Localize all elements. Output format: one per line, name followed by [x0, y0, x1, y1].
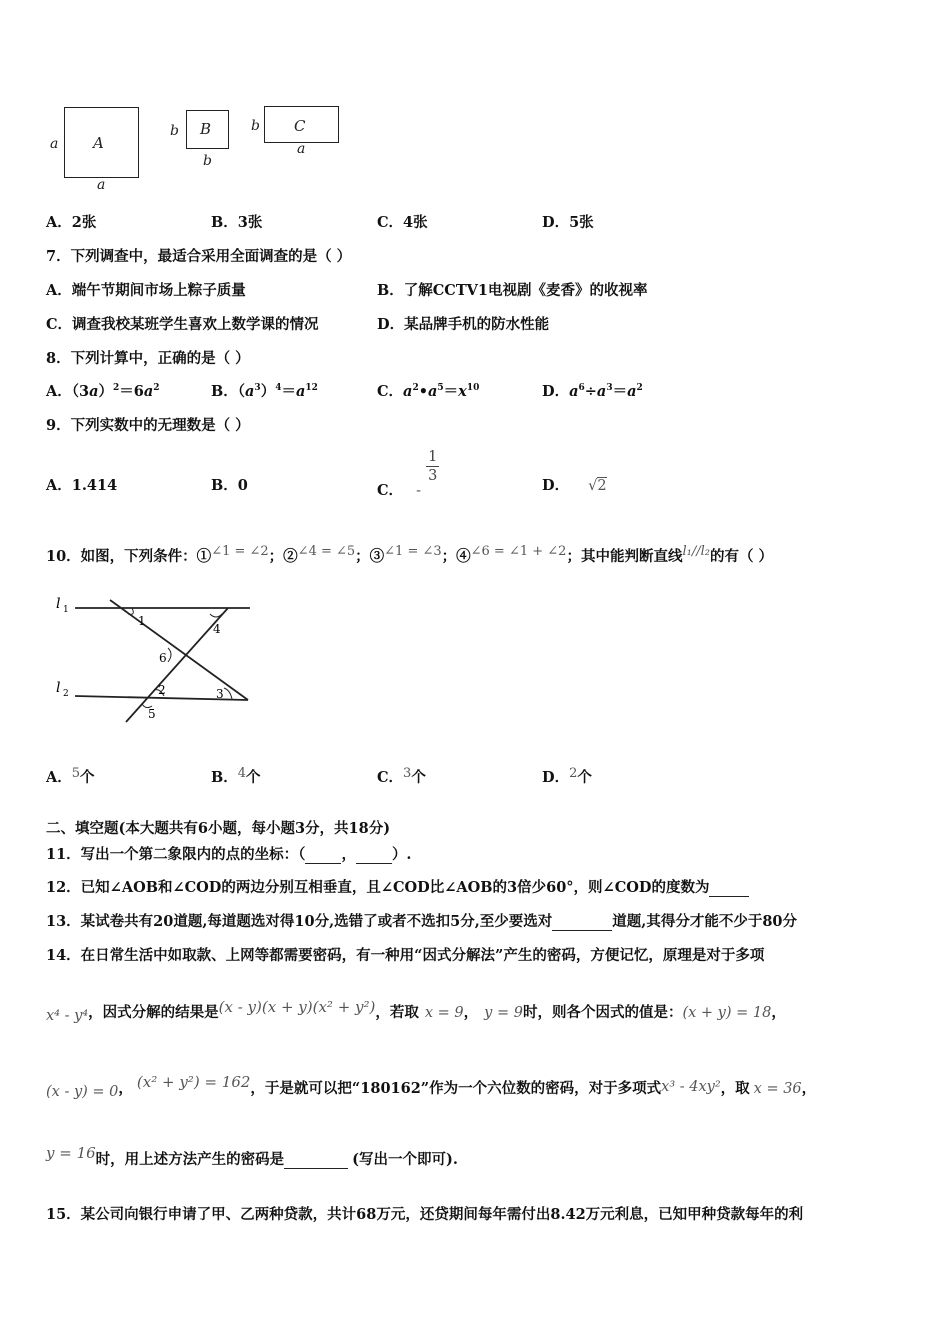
square-a-label: A	[93, 134, 104, 152]
label-angle-4: 4	[213, 622, 221, 636]
arc-angle-3	[224, 688, 232, 699]
q10-condition-4: ∠6 = ∠1 + ∠2	[470, 544, 567, 559]
q10-condition-2: ∠4 = ∠5	[297, 544, 356, 559]
q14-comma: ，	[463, 1004, 479, 1021]
q10-mid: ；其中能判断直线	[566, 548, 683, 565]
q10-option-d[interactable]	[542, 766, 592, 787]
q13-end: 道题,其得分才能不少于80分	[612, 913, 797, 930]
q15: 15．某公司向银行申请了甲、乙两种贷款，共计68万元，还贷期间每年需付出8.42万元利息，已知甲种贷款每年的利	[46, 1206, 804, 1223]
q8-d-prefix: D．	[542, 383, 570, 400]
q10-option-a[interactable]	[46, 766, 95, 787]
q10-sep-3: ；④	[441, 548, 471, 565]
q14-comma3: ，	[118, 1080, 133, 1097]
label-l2-sub: 2	[63, 689, 69, 699]
q8-b-prefix: B．	[211, 383, 238, 400]
rect-c-bottom-label: a	[297, 141, 306, 157]
q10-a-unit: 个	[80, 769, 95, 786]
q14-y16: y = 16	[46, 1144, 96, 1162]
sqrt-symbol-icon: √	[588, 478, 598, 494]
q10-b-unit: 个	[246, 769, 261, 786]
q7-option-d[interactable]: D．某品牌手机的防水性能	[377, 316, 550, 333]
q10-stem	[46, 545, 773, 566]
q14-t3: 时，则各个因式的值是：	[522, 1004, 683, 1021]
q14-t5: ，取	[720, 1080, 750, 1097]
q11-blank-x[interactable]	[305, 846, 341, 864]
q10-c-num: 3	[403, 766, 412, 781]
q10-condition-1: ∠1 = ∠2	[211, 544, 269, 559]
q14-y9: y = 9	[484, 1005, 523, 1021]
q10-stem-start: 10．如图，下列条件：①	[46, 548, 212, 565]
q9-c-prefix: C．	[377, 481, 404, 499]
square-b-label: B	[200, 120, 212, 138]
q10-option-b[interactable]	[211, 766, 261, 787]
q8-option-a[interactable]: A．$(3a)^2=6a^2$	[46, 383, 160, 400]
q14-comma4: ，	[801, 1080, 817, 1097]
q9-option-b[interactable]: B．0	[211, 477, 248, 494]
q9-d-radicand: 2	[597, 478, 607, 494]
q9-c-numerator: 1	[428, 449, 438, 465]
q14-v3: (x² + y²) = 162	[136, 1073, 251, 1091]
arc-angle-6	[168, 648, 171, 662]
rect-c-label: C	[294, 117, 306, 135]
q9-c-sign: -	[416, 482, 422, 499]
q14-blank[interactable]	[284, 1151, 348, 1169]
label-l2: l	[56, 680, 61, 696]
q10-b-prefix: B．	[211, 769, 238, 786]
q6-option-c[interactable]: C．4张	[377, 214, 428, 231]
q6-option-b[interactable]: B．3张	[211, 214, 263, 231]
q10-d-num: 2	[569, 766, 578, 781]
label-angle-6: 6	[159, 651, 167, 665]
q7-option-b[interactable]: B．了解CCTV1电视剧《麦香》的收视率	[377, 282, 648, 299]
parallel-lines-figure	[50, 592, 270, 732]
q10-sep-1: ；②	[268, 548, 298, 565]
q14-t6: 时，用上述方法产生的密码是	[95, 1151, 285, 1168]
q9-stem: 9．下列实数中的无理数是（ ）	[46, 417, 250, 434]
square-b-side-label: b	[170, 123, 179, 139]
q11	[46, 843, 412, 864]
q14-t2: ，若取	[375, 1004, 419, 1021]
q6-option-d[interactable]: D．5张	[542, 214, 594, 231]
q14-line3	[46, 1073, 817, 1100]
label-angle-1: 1	[138, 614, 146, 628]
q12-text: 12．已知∠AOB和∠COD的两边分别互相垂直，且∠COD比∠AOB的3倍少60°，则∠COD的度数为	[46, 879, 710, 896]
q12	[46, 876, 749, 897]
q14-expr2: (x - y)(x + y)(x² + y²)	[218, 998, 376, 1016]
q11-end: ）.	[391, 846, 412, 863]
q14-v2: (x - y) = 0	[46, 1084, 119, 1100]
q9-d-prefix: D．	[542, 477, 570, 494]
q10-d-unit: 个	[577, 769, 592, 786]
q14-t7: (写出一个即可).	[352, 1151, 458, 1168]
section-2-heading: 二、填空题(本大题共有6小题，每小题3分，共18分)	[46, 820, 391, 837]
q10-parallel-expr: l₁//l₂	[682, 544, 710, 559]
q10-a-prefix: A．	[46, 769, 72, 786]
label-angle-5: 5	[148, 707, 156, 721]
q9-option-d[interactable]	[542, 474, 607, 495]
q10-a-num: 5	[71, 766, 81, 781]
q9-option-c[interactable]	[377, 449, 439, 499]
q9-c-fraction	[426, 448, 439, 485]
q11-text: 11．写出一个第二象限内的点的坐标：（	[46, 846, 306, 863]
q14-t1: ，因式分解的结果是	[88, 1004, 219, 1021]
q8-option-b[interactable]: B．$(a^3)^4=a^{12}$	[211, 383, 318, 400]
q10-sep-2: ；③	[355, 548, 385, 565]
label-angle-3: 3	[216, 687, 224, 701]
q14-expr1: x⁴ - y⁴	[46, 1008, 89, 1024]
q8-a-prefix: A．	[46, 383, 72, 400]
q14-line1: 14．在日常生活中如取款、上网等都需要密码，有一种用“因式分解法”产生的密码，方便记忆，原理是对于多项	[46, 947, 765, 964]
square-a-bottom-label: a	[97, 177, 106, 193]
transversal-1	[110, 600, 248, 700]
label-angle-2: 2	[158, 683, 166, 697]
q14-line4	[46, 1144, 458, 1169]
q6-option-a[interactable]: A．2张	[46, 214, 97, 231]
q8-option-c[interactable]: C．$a^2•a^5=x^{10}$	[377, 383, 480, 400]
label-l1-sub: 1	[63, 605, 69, 615]
q9-c-denominator: 3	[428, 468, 438, 484]
q11-comma: ，	[341, 846, 356, 863]
q12-blank[interactable]	[709, 879, 749, 897]
square-a-side-label: a	[50, 136, 59, 152]
q8-option-d[interactable]: D．$a^6\div a^3=a^2$	[542, 383, 643, 400]
q7-stem: 7．下列调查中，最适合采用全面调查的是（ ）	[46, 248, 352, 265]
q14-line2	[46, 998, 786, 1024]
q7-option-a[interactable]: A．端午节期间市场上粽子质量	[46, 282, 246, 299]
q14-x36: x = 36	[753, 1081, 802, 1097]
q14-x9: x = 9	[424, 1005, 464, 1021]
q10-end: 的有（ ）	[709, 548, 774, 565]
q10-condition-3: ∠1 = ∠3	[384, 544, 442, 559]
q10-c-prefix: C．	[377, 769, 404, 786]
q13-start: 13．某试卷共有20道题,每道题选对得10分,选错了或者不选扣5分,至少要选对	[46, 913, 553, 930]
label-l1: l	[56, 596, 61, 612]
q10-c-unit: 个	[411, 769, 426, 786]
q10-d-prefix: D．	[542, 769, 570, 786]
q14-v1: (x + y) = 18	[682, 1005, 772, 1021]
q7-option-c[interactable]: C．调查我校某班学生喜欢上数学课的情况	[46, 316, 319, 333]
q11-blank-y[interactable]	[356, 846, 392, 864]
q13-blank[interactable]	[552, 913, 612, 931]
q9-option-a[interactable]: A．1.414	[46, 477, 118, 494]
q8-stem: 8．下列计算中，正确的是（ ）	[46, 350, 250, 367]
q10-b-num: 4	[237, 766, 247, 781]
q10-option-c[interactable]	[377, 766, 426, 787]
q14-t4: ，于是就可以把“180162”作为一个六位数的密码，对于多项式	[250, 1080, 662, 1097]
q14-comma2: ，	[771, 1004, 786, 1021]
q8-c-prefix: C．	[377, 383, 404, 400]
rect-c-side-label: b	[251, 118, 260, 134]
q14-poly: x³ - 4xy²	[661, 1079, 721, 1095]
square-b-bottom-label: b	[203, 153, 212, 169]
q13	[46, 910, 797, 931]
